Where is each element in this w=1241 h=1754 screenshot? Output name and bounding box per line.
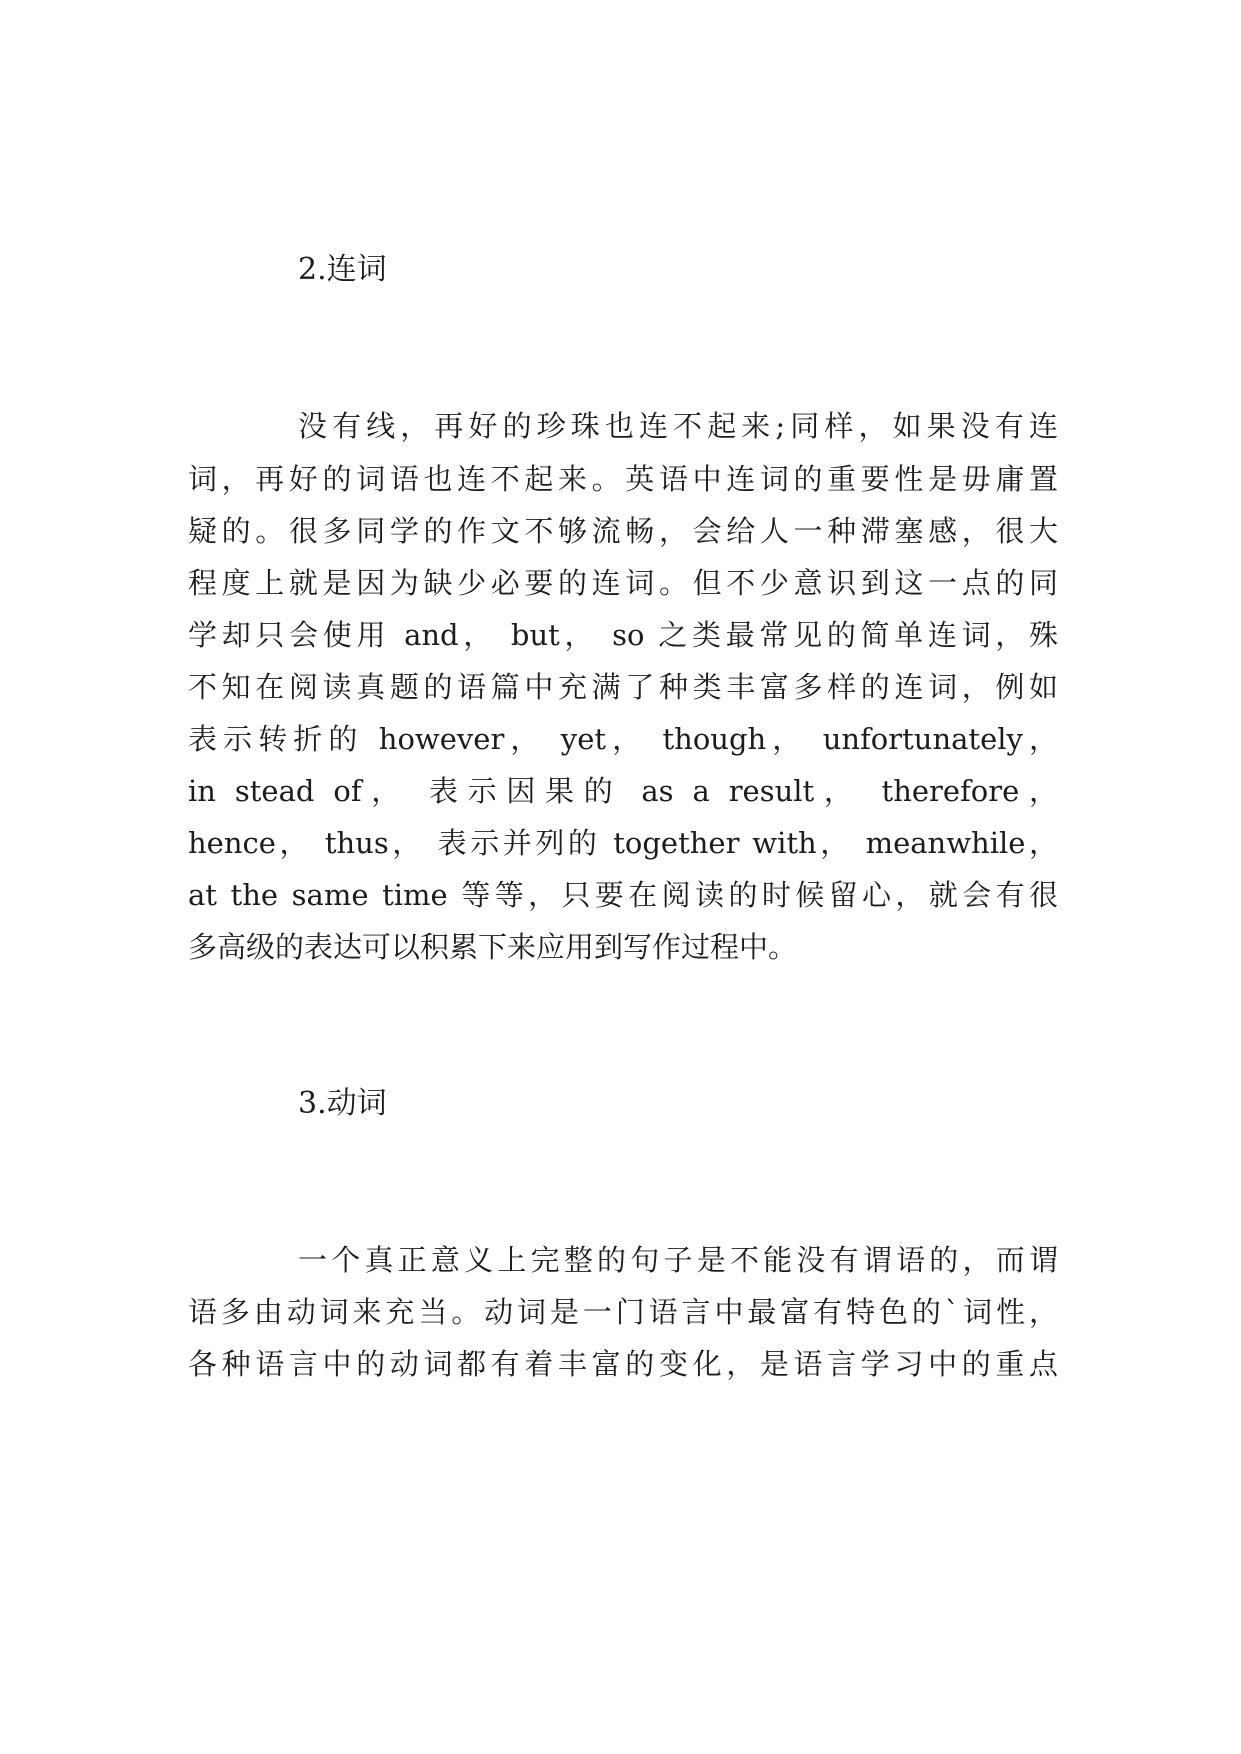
section-heading-verbs: 3.动词 [298, 1086, 387, 1121]
section-heading-conjunctions: 2.连词 [298, 252, 387, 287]
paragraph-line: 各种语言中的动词都有着丰富的变化，是语言学习中的重点 [188, 1347, 1058, 1381]
paragraph-line: 学却只会使用 and， but， so 之类最常见的简单连词，殊 [188, 618, 1058, 652]
paragraph-line: 表示转折的 however， yet， though， unfortunately， [188, 722, 1058, 756]
paragraph-line: 词，再好的词语也连不起来。英语中连词的重要性是毋庸置 [188, 462, 1058, 496]
paragraph-line: at the same time 等等，只要在阅读的时候留心，就会有很 [188, 878, 1058, 912]
paragraph-line: 不知在阅读真题的语篇中充满了种类丰富多样的连词，例如 [188, 670, 1058, 704]
paragraph-line: 一个真正意义上完整的句子是不能没有谓语的，而谓 [298, 1243, 1058, 1277]
paragraph-line: 程度上就是因为缺少必要的连词。但不少意识到这一点的同 [188, 566, 1058, 600]
paragraph-line: in stead of， 表示因果的 as a result， therefore， [188, 774, 1058, 808]
paragraph-line: 多高级的表达可以积累下来应用到写作过程中。 [188, 930, 798, 964]
paragraph-line: 语多由动词来充当。动词是一门语言中最富有特色的`词性， [188, 1295, 1058, 1329]
paragraph-line: hence， thus， 表示并列的 together with， meanwhile， [188, 826, 1058, 860]
paragraph-line: 疑的。很多同学的作文不够流畅，会给人一种滞塞感，很大 [188, 514, 1058, 548]
paragraph-line: 没有线，再好的珍珠也连不起来;同样，如果没有连 [298, 409, 1058, 443]
